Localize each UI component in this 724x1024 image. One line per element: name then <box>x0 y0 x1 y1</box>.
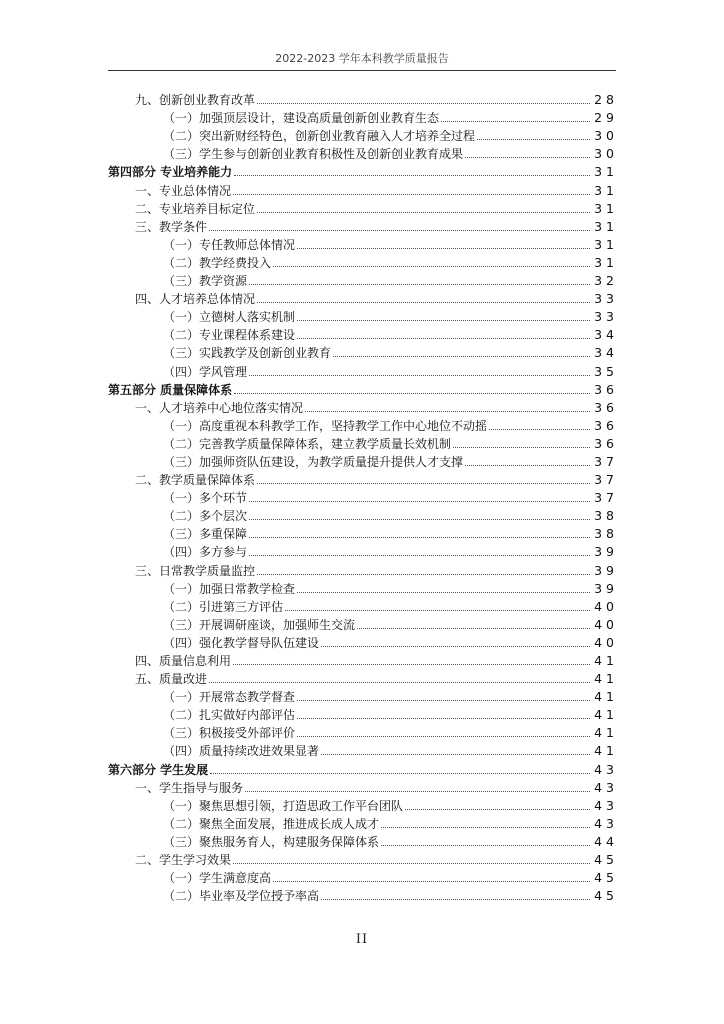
toc-leader-dots <box>297 337 590 339</box>
toc-leader-dots <box>209 229 590 231</box>
toc-entry-page: 44 <box>594 833 618 849</box>
toc-entry-page: 35 <box>594 363 618 379</box>
toc-entry-title: （三）开展调研座谈，加强师生交流 <box>163 617 356 632</box>
toc-entry-page: 41 <box>594 743 618 759</box>
toc-entry[interactable] <box>108 741 618 759</box>
toc-entry[interactable] <box>108 416 618 434</box>
toc-entry-title: （三）积极接受外部评价 <box>163 726 296 741</box>
toc-entry[interactable] <box>108 868 618 886</box>
toc-entry-title: 第五部分 质量保障体系 <box>108 382 233 397</box>
toc-leader-dots <box>441 120 590 122</box>
toc-entry-page: 36 <box>594 399 618 415</box>
toc-leader-dots <box>465 156 590 158</box>
toc-entry-title: （三）学生参与创新创业教育积极性及创新创业教育成果 <box>163 147 464 162</box>
toc-entry-title: 四、质量信息利用 <box>135 654 232 668</box>
toc-entry-page: 41 <box>594 707 618 723</box>
page-header <box>108 50 616 71</box>
toc-entry-page: 30 <box>594 146 618 162</box>
toc-leader-dots <box>233 193 590 195</box>
toc-leader-dots <box>257 573 590 575</box>
toc-entry-page: 39 <box>594 544 618 560</box>
toc-entry-page: 33 <box>594 291 618 307</box>
toc-entry-page: 41 <box>594 671 618 687</box>
toc-entry[interactable] <box>108 361 618 379</box>
toc-entry-page: 36 <box>594 417 618 433</box>
toc-entry-page: 39 <box>594 580 618 596</box>
toc-entry-page: 34 <box>594 327 618 343</box>
toc-leader-dots <box>233 663 590 665</box>
toc-leader-dots <box>249 536 590 538</box>
toc-entry-page: 37 <box>594 490 618 506</box>
toc-leader-dots <box>321 645 590 647</box>
toc-entry-title: （一）聚焦思想引领，打造思政工作平台团队 <box>163 798 404 813</box>
toc-entry-title: （二）多个层次 <box>163 509 248 524</box>
toc-entry[interactable] <box>108 470 618 488</box>
toc-entry-page: 29 <box>594 110 618 126</box>
toc-entry[interactable] <box>108 162 618 180</box>
toc-leader-dots <box>234 174 590 176</box>
toc-leader-dots <box>305 410 590 412</box>
toc-entry-title: 第六部分 学生发展 <box>108 762 209 777</box>
toc-entry-title: （二）教学经费投入 <box>163 255 272 270</box>
toc-entry[interactable] <box>108 814 618 832</box>
toc-entry[interactable] <box>108 90 618 108</box>
toc-entry-page: 41 <box>594 689 618 705</box>
toc-entry-page: 45 <box>594 870 618 886</box>
toc-entry-page: 38 <box>594 526 618 542</box>
toc-entry[interactable] <box>108 271 618 289</box>
toc-entry[interactable] <box>108 597 618 615</box>
toc-leader-dots <box>245 790 590 792</box>
toc-leader-dots <box>405 808 590 810</box>
header-title: 2022-2023 学年本科教学质量报告 <box>275 52 449 65</box>
toc-entry-title: （一）多个环节 <box>163 491 248 506</box>
toc-entry-title: （三）多重保障 <box>163 527 248 542</box>
toc-entry[interactable] <box>108 488 618 506</box>
toc-leader-dots <box>257 301 590 303</box>
toc-entry-page: 43 <box>594 815 618 831</box>
toc-entry-title: 二、专业培养目标定位 <box>135 201 256 216</box>
toc-leader-dots <box>297 735 590 737</box>
toc-leader-dots <box>249 518 590 520</box>
toc-entry[interactable] <box>108 705 618 723</box>
toc-leader-dots <box>333 355 590 357</box>
toc-entry-page: 36 <box>594 381 618 397</box>
toc-entry-page: 31 <box>594 164 618 180</box>
toc-leader-dots <box>233 862 590 864</box>
toc-entry-page: 38 <box>594 508 618 524</box>
toc-entry-title: （二）聚焦全面发展，推进成长成人成才 <box>163 816 380 831</box>
toc-entry[interactable] <box>108 651 618 669</box>
toc-entry-page: 31 <box>594 236 618 252</box>
toc-entry-title: （二）毕业率及学位授予率高 <box>163 889 320 904</box>
toc-entry-page: 37 <box>594 453 618 469</box>
toc-entry-title: 四、人才培养总体情况 <box>135 292 256 307</box>
toc-entry-page: 43 <box>594 797 618 813</box>
toc-entry-page: 40 <box>594 598 618 614</box>
toc-entry-page: 40 <box>594 616 618 632</box>
toc-entry-title: （一）开展常态教学督查 <box>163 690 296 705</box>
toc-entry[interactable] <box>108 380 618 398</box>
toc-entry-page: 30 <box>594 128 618 144</box>
toc-entry-title: （三）教学资源 <box>163 274 248 289</box>
toc-entry[interactable] <box>108 180 618 198</box>
toc-entry-title: （二）专业课程体系建设 <box>163 328 296 343</box>
toc-leader-dots <box>381 826 590 828</box>
toc-leader-dots <box>357 627 590 629</box>
toc-entry-page: 34 <box>594 345 618 361</box>
toc-entry-page: 32 <box>594 273 618 289</box>
toc-leader-dots <box>257 482 590 484</box>
toc-entry[interactable] <box>108 579 618 597</box>
toc-entry-page: 45 <box>594 888 618 904</box>
toc-entry[interactable] <box>108 542 618 560</box>
toc-entry[interactable] <box>108 235 618 253</box>
toc-entry[interactable] <box>108 778 618 796</box>
toc-entry-title: 二、教学质量保障体系 <box>135 473 256 488</box>
toc-entry-title: （一）专任教师总体情况 <box>163 237 296 252</box>
toc-entry-page: 33 <box>594 309 618 325</box>
page-number: II <box>355 932 369 947</box>
toc-leader-dots <box>297 717 590 719</box>
toc-entry[interactable] <box>108 886 618 904</box>
toc-entry-page: 43 <box>594 761 618 777</box>
toc-entry-page: 39 <box>594 562 618 578</box>
toc-entry-title: （二）完善教学质量保障体系，建立教学质量长效机制 <box>163 436 452 451</box>
toc-entry-title: （四）强化教学督导队伍建设 <box>163 635 320 650</box>
toc-entry[interactable] <box>108 217 618 235</box>
toc-entry-title: 五、质量改进 <box>135 672 208 687</box>
toc-leader-dots <box>234 392 590 394</box>
toc-entry-title: （四）多方参与 <box>163 545 248 560</box>
toc-entry[interactable] <box>108 398 618 416</box>
toc-leader-dots <box>257 211 590 213</box>
toc-entry[interactable] <box>108 343 618 361</box>
toc-entry[interactable] <box>108 108 618 126</box>
toc-leader-dots <box>209 681 590 683</box>
toc-leader-dots <box>477 138 590 140</box>
toc-entry[interactable] <box>108 723 618 741</box>
toc-entry-page: 41 <box>594 653 618 668</box>
toc-entry[interactable] <box>108 759 618 777</box>
toc-entry-title: （一）学生满意度高 <box>163 871 272 886</box>
toc-entry-title: （三）加强师资队伍建设，为教学质量提升提供人才支撑 <box>163 454 464 469</box>
toc-entry-title: （一）高度重视本科教学工作，坚持教学工作中心地位不动摇 <box>163 418 488 433</box>
toc-entry-page: 31 <box>594 182 618 198</box>
toc-entry-title: 一、人才培养中心地位落实情况 <box>135 400 304 415</box>
toc-leader-dots <box>285 609 590 611</box>
toc-entry[interactable] <box>108 452 618 470</box>
toc-entry[interactable] <box>108 325 618 343</box>
toc-entry-title: 一、学生指导与服务 <box>135 780 244 795</box>
toc-entry-page: 28 <box>594 92 618 108</box>
toc-leader-dots <box>453 446 590 448</box>
toc-leader-dots <box>297 247 590 249</box>
toc-leader-dots <box>273 265 590 267</box>
toc-entry-title: （二）扎实做好内部评估 <box>163 708 296 723</box>
toc-entry-title: 第四部分 专业培养能力 <box>108 165 233 180</box>
toc-entry[interactable] <box>108 524 618 542</box>
toc-leader-dots <box>297 319 590 321</box>
toc-leader-dots <box>257 102 590 104</box>
toc-leader-dots <box>249 283 590 285</box>
toc-entry[interactable] <box>108 289 618 307</box>
toc-leader-dots <box>381 844 590 846</box>
toc-entry[interactable] <box>108 669 618 687</box>
toc-entry-page: 40 <box>594 634 618 650</box>
toc-entry[interactable] <box>108 144 618 162</box>
toc-entry-title: （一）立德树人落实机制 <box>163 310 296 325</box>
toc-leader-dots <box>321 898 590 900</box>
toc-entry-title: （一）加强顶层设计，建设高质量创新创业教育生态 <box>163 111 440 126</box>
toc-entry-page: 41 <box>594 725 618 741</box>
toc-entry-title: （三）聚焦服务育人，构建服务保障体系 <box>163 834 380 849</box>
toc-entry[interactable] <box>108 126 618 144</box>
toc-entry-page: 31 <box>594 254 618 270</box>
toc-entry-title: （四）质量持续改进效果显著 <box>163 744 320 759</box>
toc-entry-page: 31 <box>594 218 618 234</box>
toc-leader-dots <box>321 753 590 755</box>
toc-entry-title: （四）学风管理 <box>163 364 248 379</box>
toc-entry-title: （三）实践教学及创新创业教育 <box>163 346 332 361</box>
toc-entry[interactable] <box>108 253 618 271</box>
toc-entry-title: （二）突出新财经特色，创新创业教育融入人才培养全过程 <box>163 129 476 144</box>
toc-entry[interactable] <box>108 687 618 705</box>
toc-leader-dots <box>249 554 590 556</box>
toc-entry[interactable] <box>108 832 618 850</box>
toc-leader-dots <box>210 772 590 774</box>
table-of-contents <box>108 90 618 904</box>
toc-entry-page: 36 <box>594 435 618 451</box>
toc-entry-page: 45 <box>594 852 618 868</box>
toc-entry-title: 三、教学条件 <box>135 219 208 234</box>
toc-entry-title: 二、学生学习效果 <box>135 853 232 868</box>
toc-entry-title: 九、创新创业教育改革 <box>135 93 256 108</box>
toc-entry-title: （二）引进第三方评估 <box>163 599 284 614</box>
toc-leader-dots <box>465 464 590 466</box>
toc-entry-title: 三、日常教学质量监控 <box>135 563 256 578</box>
toc-leader-dots <box>249 500 590 502</box>
toc-entry-page: 31 <box>594 200 618 216</box>
toc-leader-dots <box>489 428 590 430</box>
toc-entry[interactable] <box>108 434 618 452</box>
toc-leader-dots <box>273 880 590 882</box>
toc-entry-title: 一、专业总体情况 <box>135 183 232 198</box>
toc-entry[interactable] <box>108 307 618 325</box>
toc-entry[interactable] <box>108 615 618 633</box>
toc-leader-dots <box>249 374 590 376</box>
toc-entry-page: 37 <box>594 472 618 488</box>
toc-entry[interactable] <box>108 506 618 524</box>
toc-entry[interactable] <box>108 850 618 868</box>
toc-entry[interactable] <box>108 633 618 651</box>
toc-entry[interactable] <box>108 560 618 578</box>
toc-leader-dots <box>297 591 590 593</box>
toc-leader-dots <box>297 699 590 701</box>
toc-entry-title: （一）加强日常教学检查 <box>163 581 296 596</box>
toc-entry[interactable] <box>108 199 618 217</box>
toc-entry[interactable] <box>108 796 618 814</box>
toc-entry-page: 43 <box>594 779 618 795</box>
